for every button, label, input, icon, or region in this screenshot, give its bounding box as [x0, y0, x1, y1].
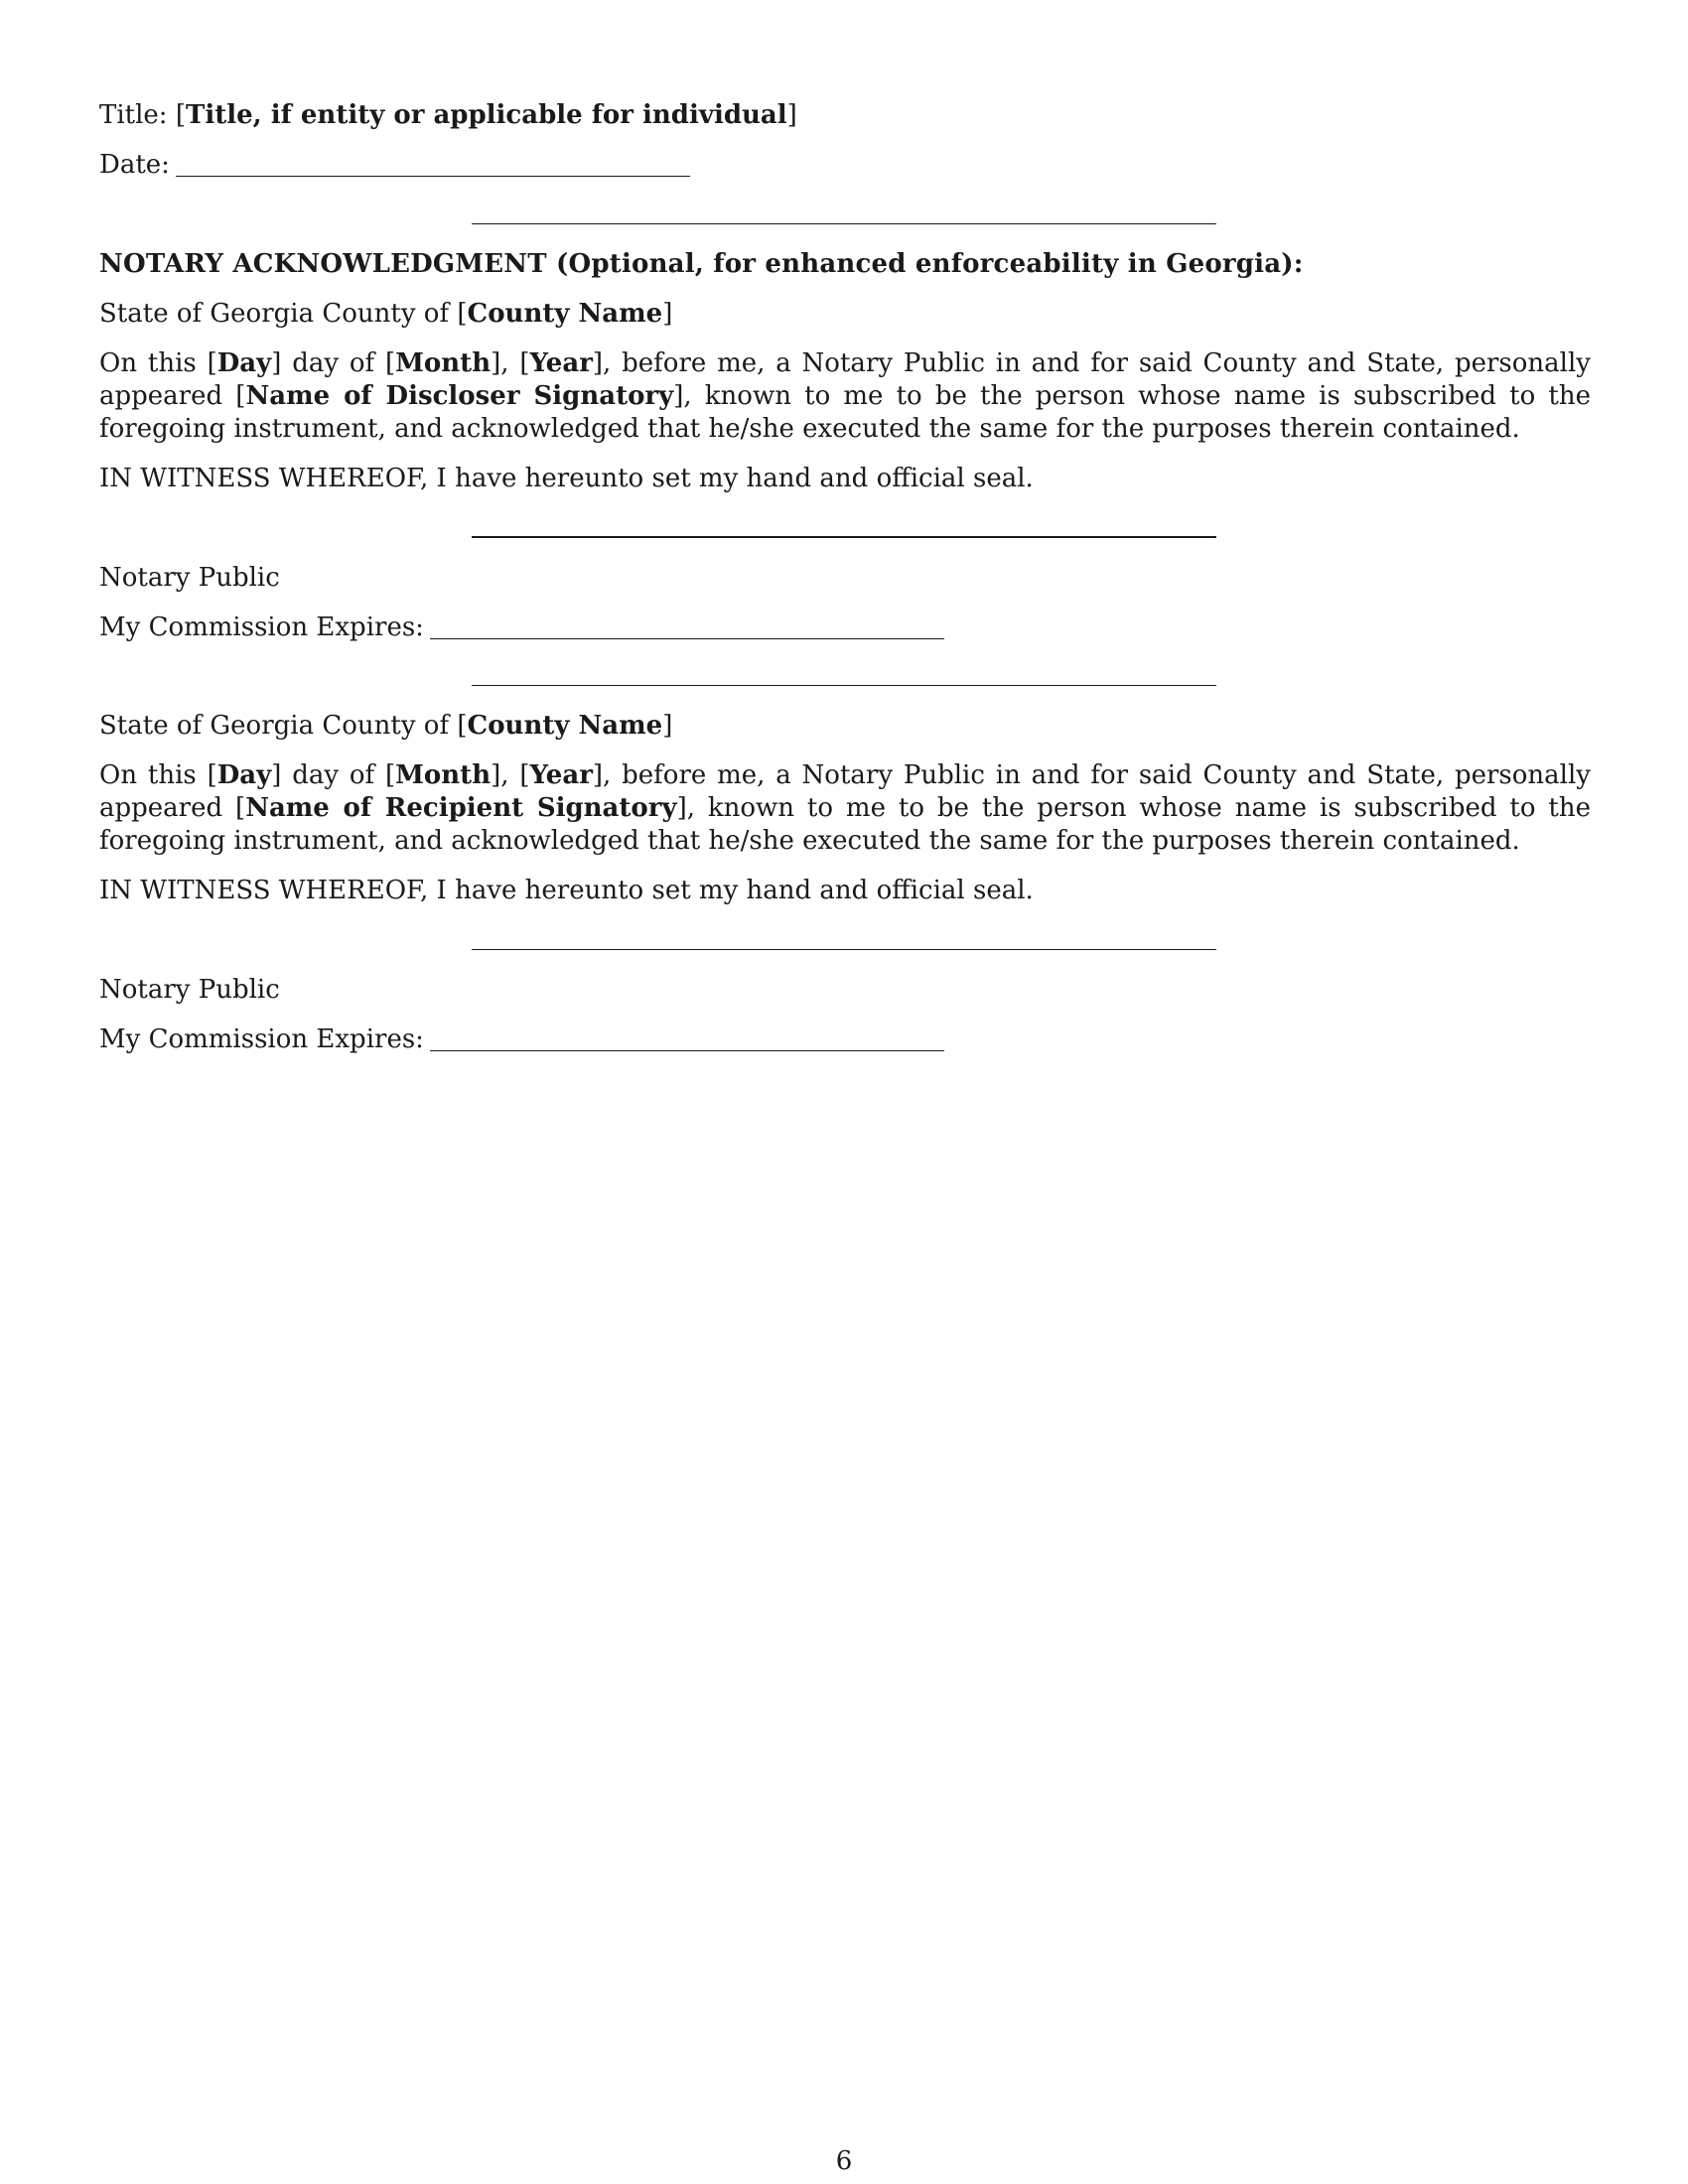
day-placeholder: Day — [216, 760, 272, 790]
commission-blank-line[interactable] — [430, 1050, 944, 1051]
month-placeholder: Month — [395, 760, 492, 790]
notary-heading: NOTARY ACKNOWLEDGMENT (Optional, for enhanced enforceability in Georgia): — [99, 249, 1304, 279]
year-placeholder: Year — [529, 760, 593, 790]
date-field — [99, 149, 690, 182]
document-page — [99, 0, 1592, 2184]
text-fragment: On this [ — [99, 348, 217, 378]
month-placeholder: Month — [395, 348, 492, 378]
recipient-acknowledgment-paragraph — [99, 759, 1591, 858]
recipient-commission-expires — [99, 1024, 944, 1056]
text-fragment: ], before me, a Notary Public in and for said County and State, personally appeared [ — [99, 348, 1591, 411]
recipient-notary-public-label: Notary Public — [99, 975, 280, 1005]
discloser-acknowledgment-paragraph — [99, 347, 1591, 446]
recipient-state-county-prefix: State of Georgia County of [ — [99, 711, 468, 741]
recipient-state-county-suffix: ] — [662, 711, 673, 741]
recipient-witness-statement: IN WITNESS WHEREOF, I have hereunto set my hand and official seal. — [99, 876, 1034, 905]
recipient-county-placeholder: County Name — [467, 711, 663, 741]
discloser-commission-expires — [99, 612, 944, 644]
discloser-state-county-prefix: State of Georgia County of [ — [99, 299, 468, 329]
title-placeholder: Title, if entity or applicable for individual — [186, 100, 787, 130]
recipient-notary-signature-line[interactable] — [472, 949, 1216, 950]
text-fragment: ], known to me to be the person whose name is subscribed to the foregoing instrument, and acknowledged that he/she executed the same for the purposes therein contained. — [99, 793, 1591, 856]
title-label: Title: — [99, 100, 168, 130]
title-field — [99, 99, 797, 132]
commission-label: My Commission Expires: — [99, 613, 424, 642]
date-blank-line[interactable] — [176, 176, 690, 177]
commission-blank-line[interactable] — [430, 638, 944, 639]
separator-rule-1 — [472, 223, 1216, 224]
text-fragment: ], [ — [491, 760, 530, 790]
text-fragment: ], [ — [491, 348, 530, 378]
recipient-state-county — [99, 710, 672, 743]
discloser-notary-signature-line[interactable] — [472, 536, 1216, 538]
date-label: Date: — [99, 150, 170, 180]
text-fragment: ] day of [ — [271, 760, 396, 790]
discloser-state-county-suffix: ] — [662, 299, 673, 329]
separator-rule-2 — [472, 685, 1216, 686]
title-close-bracket: ] — [786, 100, 797, 130]
discloser-signatory-placeholder: Name of Discloser Signatory — [245, 381, 674, 411]
commission-label: My Commission Expires: — [99, 1024, 424, 1054]
discloser-state-county — [99, 298, 672, 331]
text-fragment: ], known to me to be the person whose name is subscribed to the foregoing instrument, and acknowledged that he/she executed the same for the purposes therein contained. — [99, 381, 1592, 444]
text-fragment: On this [ — [99, 760, 217, 790]
recipient-signatory-placeholder: Name of Recipient Signatory — [245, 793, 677, 823]
text-fragment: ] day of [ — [271, 348, 396, 378]
page-number: 6 — [835, 2146, 853, 2176]
discloser-notary-public-label: Notary Public — [99, 563, 280, 593]
day-placeholder: Day — [216, 348, 272, 378]
year-placeholder: Year — [529, 348, 593, 378]
discloser-witness-statement: IN WITNESS WHEREOF, I have hereunto set my hand and official seal. — [99, 464, 1034, 493]
discloser-county-placeholder: County Name — [467, 299, 663, 329]
text-fragment: ], before me, a Notary Public in and for said County and State, personally appeared [ — [99, 760, 1591, 823]
title-open-bracket: [ — [175, 100, 186, 130]
